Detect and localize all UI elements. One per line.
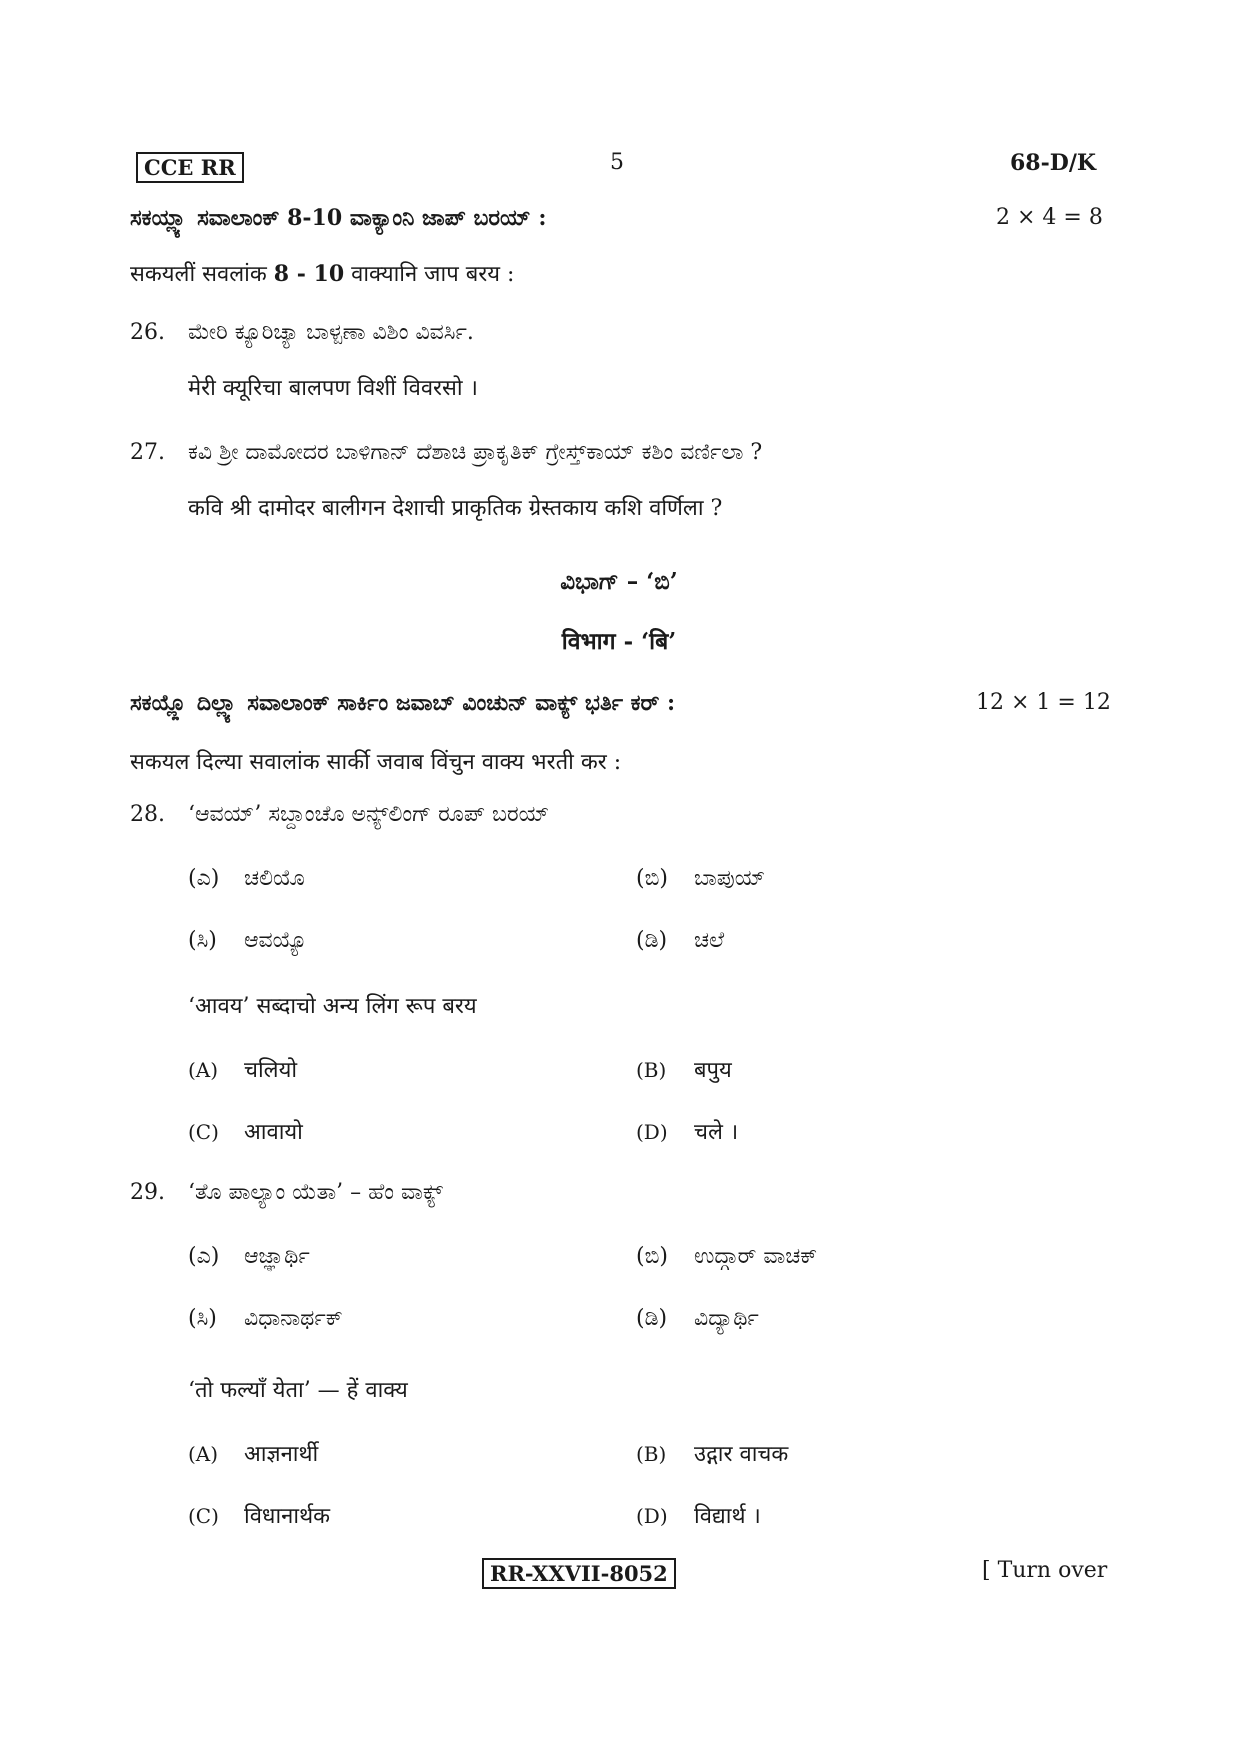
option-text: बपुय [694, 1058, 732, 1083]
instruction-devanagari-a: सकयलीं सवलांक 8 - 10 वाक्यानि जाप बरय : [130, 261, 515, 287]
option-letter: (ಡಿ) [636, 1306, 668, 1331]
option-text: ಚಲಿಯೊ [244, 866, 305, 891]
instruction-kannada-a: ಸಕಯ್ಲ್ಯಾ ಸವಾಲಾಂಕ್ 8-10 ವಾಕ್ಯಾಂನಿ ಜಾಪ್ ಬರಯ್ : [130, 205, 547, 231]
footer-code-box: RR-XXVII-8052 [482, 1558, 676, 1589]
question-28-kannada: ‘ಆವಯ್’ ಸಬ್ದಾಂಚೊ ಅನ್ಯ್‌ಲಿಂಗ್ ರೂಪ್ ಬರಯ್ [188, 802, 550, 827]
option-text: ಉದ್ಗಾರ್ ವಾಚಕ್ [694, 1244, 818, 1269]
question-number: 28. [130, 802, 165, 827]
question-26-kannada: ಮೇರಿ ಕ್ಯೂರಿಚ್ಯಾ ಬಾಳ್ಪಣಾ ವಿಶಿಂ ವಿವರ್ಸಿ. [188, 320, 474, 345]
instruction-kannada-b: ಸಕಯ್ಲ್ಲೊ ದಿಲ್ಲ್ಯಾ ಸವಾಲಾಂಕ್ ಸಾರ್ಕಿಂ ಜವಾಬ್ ವಿಂಚುನ್ ವಾಕ್ಯ್ ಭರ್ತಿ ಕರ್ : [130, 690, 676, 716]
marks-b: 12 × 1 = 12 [976, 690, 1111, 715]
option-letter: (B) [636, 1058, 667, 1082]
question-number: 27. [130, 440, 165, 465]
question-26-devanagari: मेरी क्यूरिचा बालपण विशीं विवरसो । [188, 376, 478, 401]
option-text: आज्ञनार्थी [244, 1442, 319, 1467]
option-text: ಆವಯ್ಯೊ [244, 928, 308, 953]
option-letter: (C) [188, 1120, 219, 1144]
subject-code: 68-D/K [1010, 150, 1096, 176]
marks-a: 2 × 4 = 8 [996, 205, 1103, 230]
question-number: 29. [130, 1180, 165, 1205]
question-27-kannada: ಕವಿ ಶ್ರೀ ದಾಮೋದರ ಬಾಳಿಗಾನ್ ದೆಶಾಚಿ ಪ್ರಾಕೃತಿಕ್ ಗ್ರೇಸ್ತ್‌ಕಾಯ್ ಕಶಿಂ ವರ್ಣಿಲಾ ? [188, 440, 763, 465]
question-28-devanagari: ‘आवय’ सब्दाचो अन्य लिंग रूप बरय [188, 994, 477, 1019]
option-text: विधानार्थक [244, 1504, 331, 1529]
option-letter: (ಸಿ) [188, 928, 217, 953]
section-b-title-devanagari: विभाग - ‘बि’ [561, 628, 677, 655]
section-b-title-kannada: ವಿಭಾಗ್ – ‘ಬಿ’ [560, 568, 678, 595]
option-letter: (A) [188, 1058, 219, 1082]
option-letter: (D) [636, 1120, 668, 1144]
option-letter: (ಸಿ) [188, 1306, 217, 1331]
option-letter: (ಎ) [188, 866, 220, 891]
option-letter: (C) [188, 1504, 219, 1528]
option-text: ಬಾಪುಯ್ [694, 866, 766, 891]
option-text: ವಿದ್ಯಾರ್ಥಿ [694, 1306, 759, 1331]
option-text: ಚಲೆ [694, 928, 725, 953]
question-number: 26. [130, 320, 165, 345]
option-letter: (ಬಿ) [636, 866, 668, 891]
option-text: उद्गार वाचक [694, 1442, 789, 1467]
paper-code-box: CCE RR [136, 152, 244, 183]
option-letter: (B) [636, 1442, 667, 1466]
option-text: आवायो [244, 1120, 303, 1145]
option-letter: (A) [188, 1442, 219, 1466]
question-29-devanagari: ‘तो फल्याँ येता’ — हें वाक्य [188, 1378, 408, 1403]
option-text: विद्यार्थ । [694, 1504, 761, 1529]
option-text: चलियो [244, 1058, 298, 1083]
question-27-devanagari: कवि श्री दामोदर बालीगन देशाची प्राकृतिक ग्रेस्तकाय कशि वर्णिला ? [188, 496, 723, 521]
option-letter: (ಡಿ) [636, 928, 668, 953]
option-text: ವಿಧಾನಾರ್ಥಕ್ [244, 1306, 343, 1331]
option-letter: (ಎ) [188, 1244, 220, 1269]
option-text: ಆಜ್ಞಾರ್ಥಿ [244, 1244, 310, 1269]
question-29-kannada: ‘ತೊ ಪಾಲ್ಯಾಂ ಯೆತಾ’ – ಹೆಂ ವಾಕ್ಯ್ [188, 1180, 443, 1205]
page-number: 5 [610, 150, 624, 175]
turn-over-note: [ Turn over [982, 1558, 1108, 1583]
option-letter: (ಬಿ) [636, 1244, 668, 1269]
option-text: चले । [694, 1120, 739, 1145]
instruction-devanagari-b: सकयल दिल्या सवालांक सार्की जवाब विंचुन वाक्य भरती कर : [130, 750, 622, 775]
option-letter: (D) [636, 1504, 668, 1528]
